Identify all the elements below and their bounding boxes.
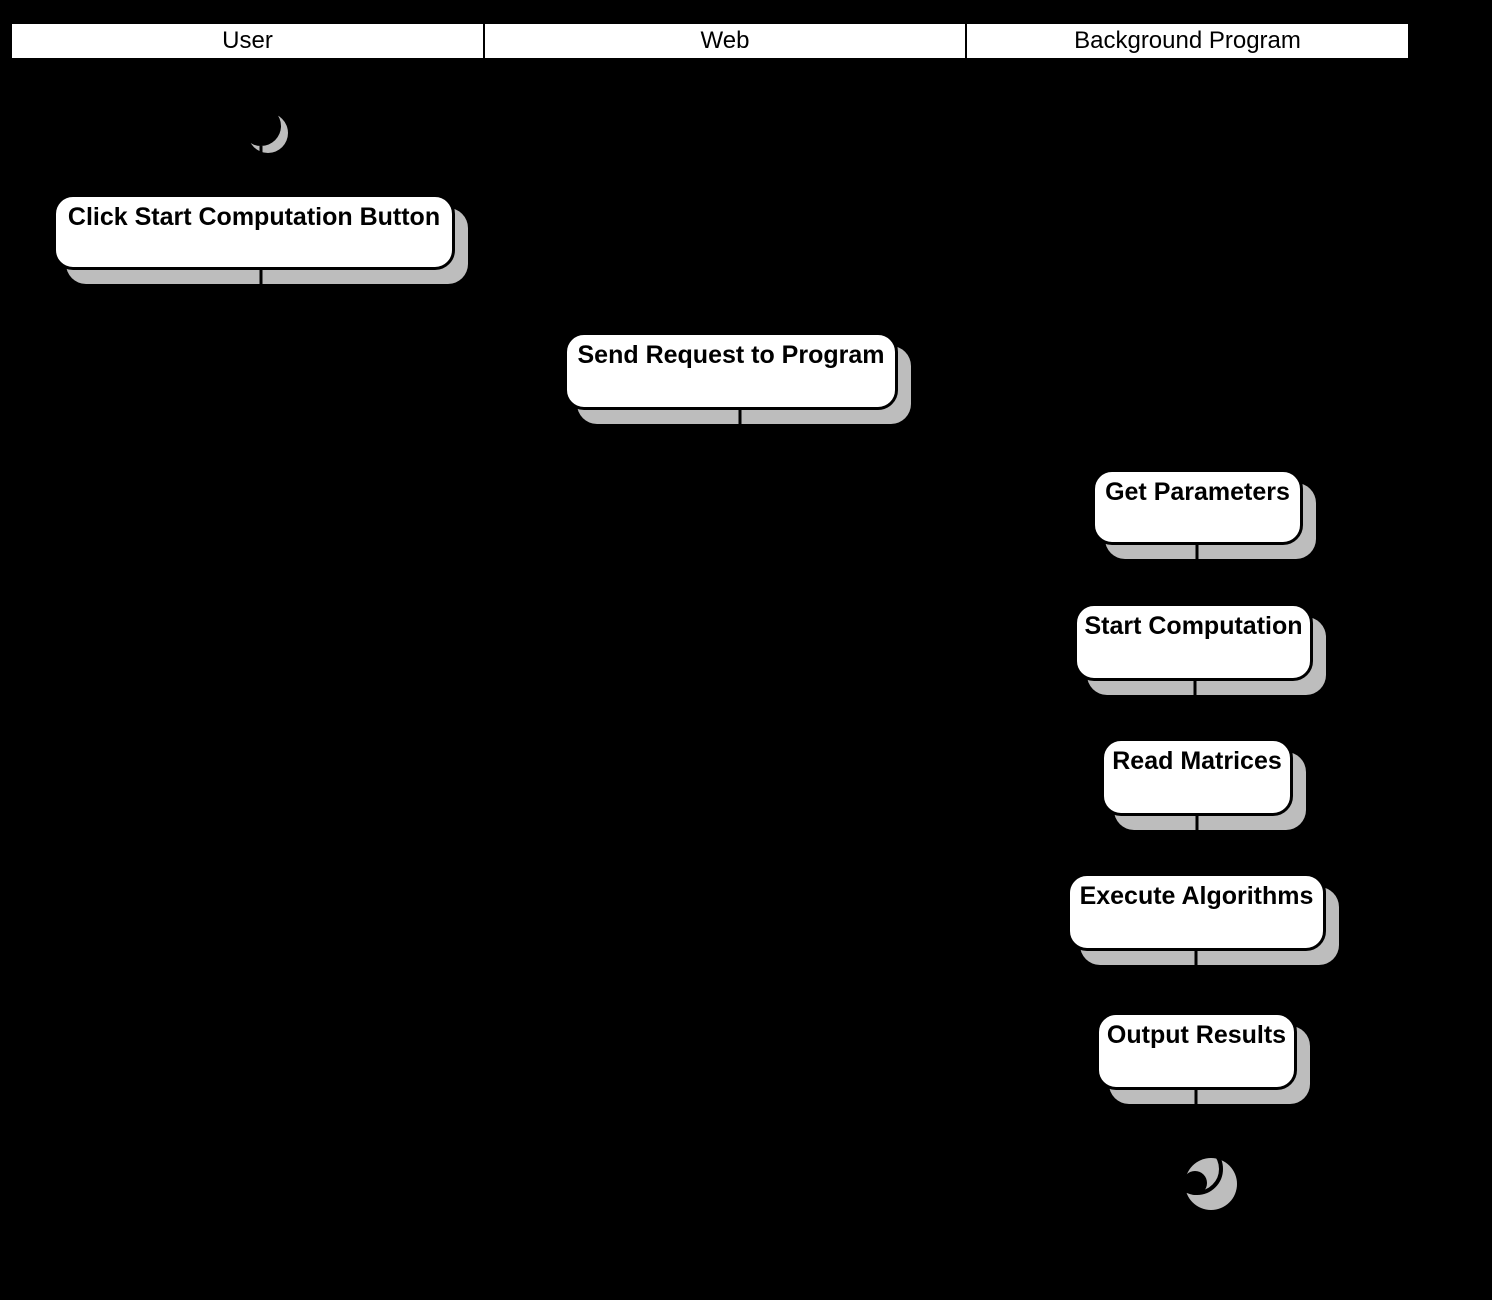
arrow-send-to-get bbox=[740, 410, 1197, 454]
flow-arrows bbox=[261, 146, 1197, 1129]
activity-click-start-computation-button: Click Start Computation Button bbox=[53, 194, 455, 270]
activity-execute-algorithms: Execute Algorithms bbox=[1067, 873, 1326, 951]
activity-read-matrices: Read Matrices bbox=[1101, 738, 1293, 816]
lane-header-background-program: Background Program bbox=[965, 22, 1410, 60]
end-node bbox=[1173, 1145, 1237, 1210]
lane-header-web: Web bbox=[483, 22, 967, 60]
arrow-click-to-send bbox=[261, 270, 731, 317]
activity-start-computation: Start Computation bbox=[1074, 603, 1313, 681]
activity-output-results: Output Results bbox=[1096, 1012, 1297, 1090]
activity-send-request-to-program: Send Request to Program bbox=[564, 332, 898, 410]
lane-separator bbox=[485, 58, 967, 1260]
lane-header-user: User bbox=[10, 22, 485, 60]
flow-arrowheads bbox=[254, 179, 1204, 1143]
start-node bbox=[241, 106, 288, 153]
activity-get-parameters: Get Parameters bbox=[1092, 469, 1303, 545]
